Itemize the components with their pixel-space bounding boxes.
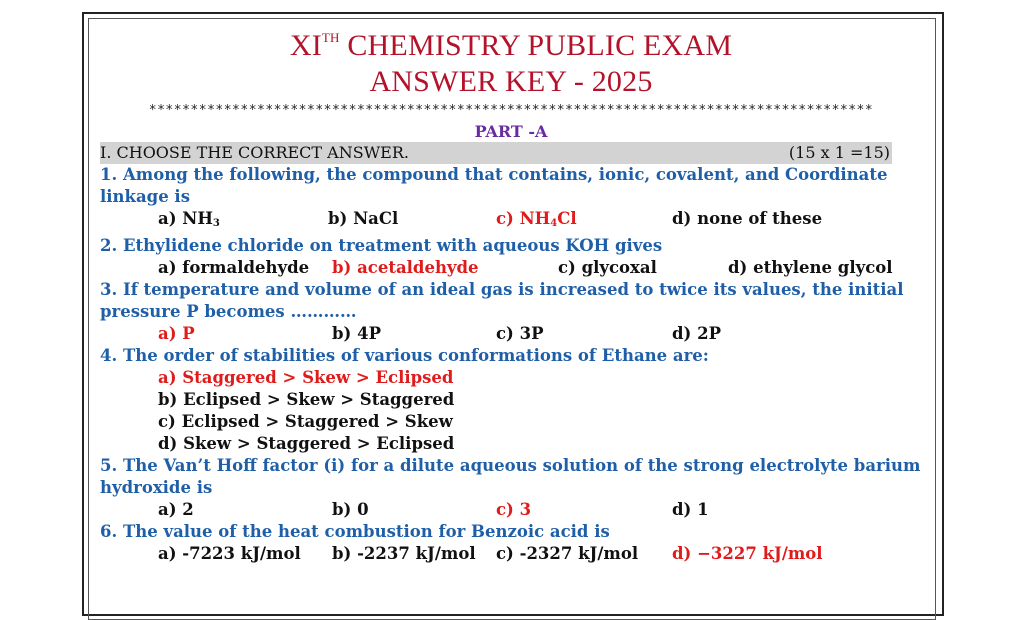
question-2: 2. Ethylidene chloride on treatment with aqueous KOH gives (100, 236, 663, 255)
document-content (100, 28, 922, 565)
option-2a: a) formaldehyde (158, 258, 310, 277)
title-prefix: XI (289, 29, 322, 62)
option-4a-correct: a) Staggered > Skew > Eclipsed (158, 368, 454, 387)
question-3: 3. If temperature and volume of an ideal gas is increased to twice its values, the initial pressure P becomes ………… (100, 280, 904, 321)
option-2d: d) ethylene glycol (728, 258, 893, 277)
option-1a: a) $NH_3$ (158, 209, 220, 229)
option-6a: a) -7223 kJ/mol (158, 544, 301, 563)
option-1c-correct: c) $NH_4Cl$ (496, 209, 577, 229)
option-6b: b) -2237 kJ/mol (332, 544, 476, 563)
part-label: PART -A (474, 122, 548, 141)
option-1d: d) none of these (672, 209, 823, 228)
title-line-2: ANSWER KEY - 2025 (369, 65, 653, 98)
option-4c: c) Eclipsed > Staggered > Skew (158, 412, 453, 431)
question-1-options (100, 208, 922, 235)
section-label: I. CHOOSE THE CORRECT ANSWER. (100, 143, 409, 162)
title-line-1-text: CHEMISTRY PUBLIC EXAM (339, 29, 733, 62)
section-marks: (15 x 1 =15) (788, 143, 890, 162)
option-5a: a) 2 (158, 500, 194, 519)
question-2-options (100, 257, 922, 279)
question-5: 5. The Van’t Hoff factor (i) for a dilute aqueous solution of the strong electrolyte barium hydroxide is (100, 456, 921, 497)
title-line-1 (100, 28, 922, 64)
option-5b: b) 0 (332, 500, 369, 519)
option-5c-correct: c) 3 (496, 500, 532, 519)
option-2b-correct: b) acetaldehyde (332, 258, 479, 277)
question-6: 6. The value of the heat combustion for Benzoic acid is (100, 522, 610, 541)
question-6-options (100, 543, 922, 565)
option-6c: c) -2327 kJ/mol (496, 544, 639, 563)
page-title (100, 28, 922, 100)
option-4b: b) Eclipsed > Skew > Staggered (158, 390, 455, 409)
section-header (100, 142, 892, 164)
title-superscript: TH (321, 30, 340, 45)
question-4: 4. The order of stabilities of various conformations of Ethane are: (100, 346, 709, 365)
option-4d: d) Skew > Staggered > Eclipsed (158, 434, 455, 453)
option-5d: d) 1 (672, 500, 709, 519)
option-1b: b) NaCl (328, 209, 399, 228)
question-5-options (100, 499, 922, 521)
option-3b: b) 4P (332, 324, 381, 343)
option-2c: c) glycoxal (558, 258, 657, 277)
question-4-options (100, 367, 922, 455)
option-3a-correct: a) P (158, 324, 195, 343)
question-1: 1. Among the following, the compound that contains, ionic, covalent, and Coordinate linkage is (100, 165, 888, 206)
option-3c: c) 3P (496, 324, 544, 343)
option-6d-correct: d) −3227 kJ/mol (672, 544, 823, 563)
option-3d: d) 2P (672, 324, 721, 343)
question-3-options (100, 323, 922, 345)
star-divider: *************************************************************************************** (148, 103, 874, 118)
